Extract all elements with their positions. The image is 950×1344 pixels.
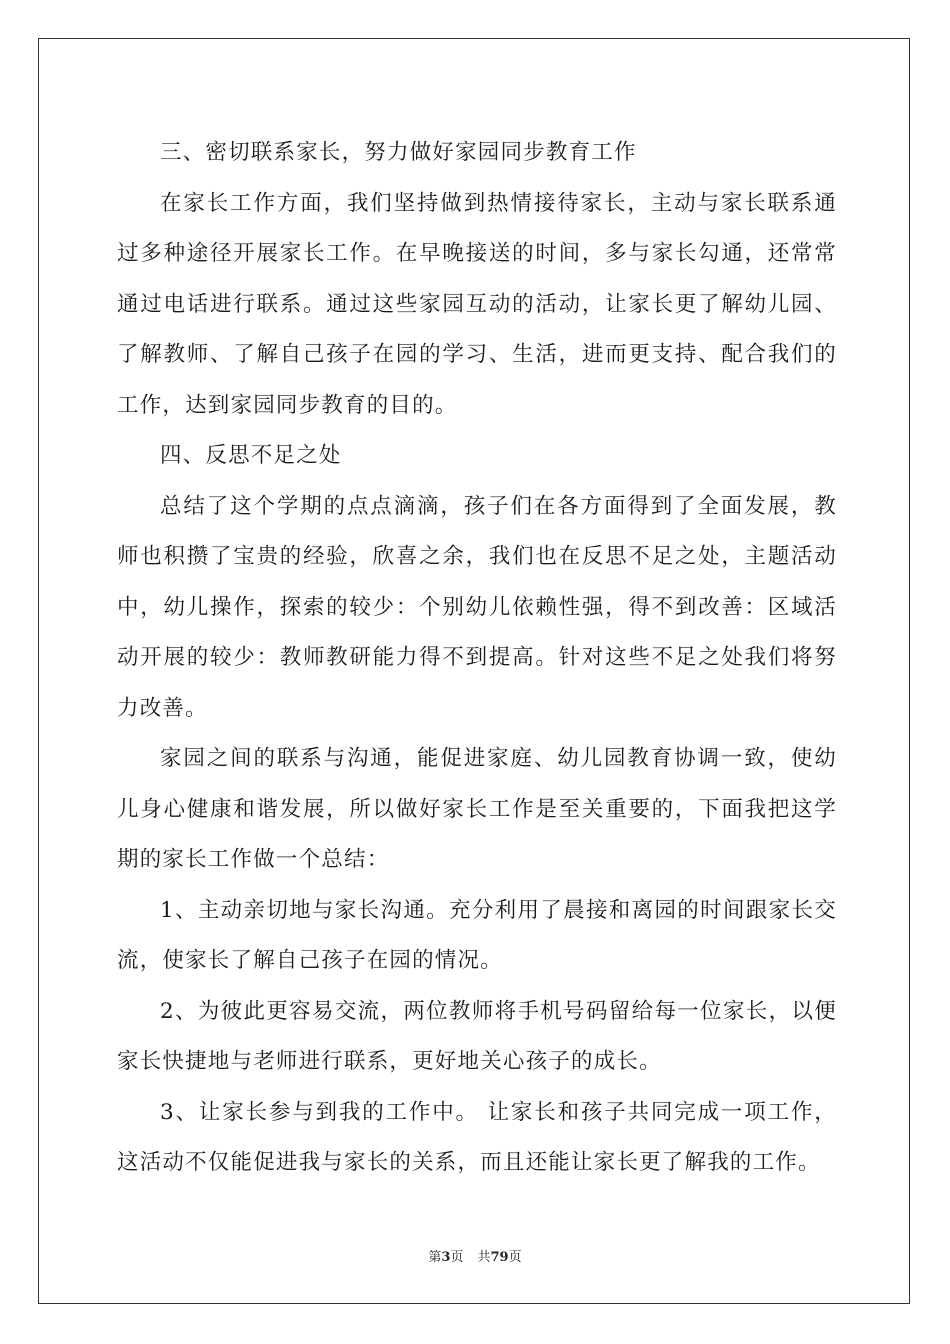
document-body	[117, 128, 837, 1189]
list-item: 2、为彼此更容易交流，两位教师将手机号码留给每一位家长，以便家长快捷地与老师进行联系，更好地关心孩子的成长。	[117, 998, 837, 1074]
section-heading-3: 三、密切联系家长，努力做好家园同步教育工作	[160, 140, 637, 165]
total-prefix: 共	[477, 1250, 491, 1265]
total-suffix: 页	[508, 1250, 522, 1265]
page-footer	[0, 1246, 950, 1265]
list-item: 3、让家长参与到我的工作中。 让家长和孩子共同完成一项工作，这活动不仅能促进我与家长的关系，而且还能让家长更了解我的工作。	[117, 1099, 837, 1175]
page-suffix: 页	[450, 1250, 464, 1265]
page-current: 3	[441, 1250, 451, 1265]
page-prefix: 第	[428, 1250, 442, 1265]
total-pages: 79	[490, 1250, 509, 1265]
paragraph: 总结了这个学期的点点滴滴，孩子们在各方面得到了全面发展，教师也积攒了宝贵的经验，欣喜之余，我们也在反思不足之处，主题活动中，幼儿操作，探索的较少：个别幼儿依赖性强，得不到改善：区域活动开展的较少：教师教研能力得不到提高。针对这些不足之处我们将努力改善。	[117, 493, 837, 721]
paragraph: 家园之间的联系与沟通，能促进家庭、幼儿园教育协调一致，使幼儿身心健康和谐发展，所以做好家长工作是至关重要的，下面我把这学期的家长工作做一个总结：	[117, 746, 837, 872]
section-heading-4: 四、反思不足之处	[160, 443, 342, 468]
paragraph: 在家长工作方面，我们坚持做到热情接待家长，主动与家长联系通过多种途径开展家长工作。在早晚接送的时间，多与家长勾通，还常常通过电话进行联系。通过这些家园互动的活动，让家长更了解幼儿园、了解教师、了解自己孩子在园的学习、生活，进而更支持、配合我们的工作，达到家园同步教育的目的。	[117, 190, 837, 418]
list-item: 1、主动亲切地与家长沟通。充分利用了晨接和离园的时间跟家长交流，使家长了解自己孩子在园的情况。	[117, 897, 837, 973]
